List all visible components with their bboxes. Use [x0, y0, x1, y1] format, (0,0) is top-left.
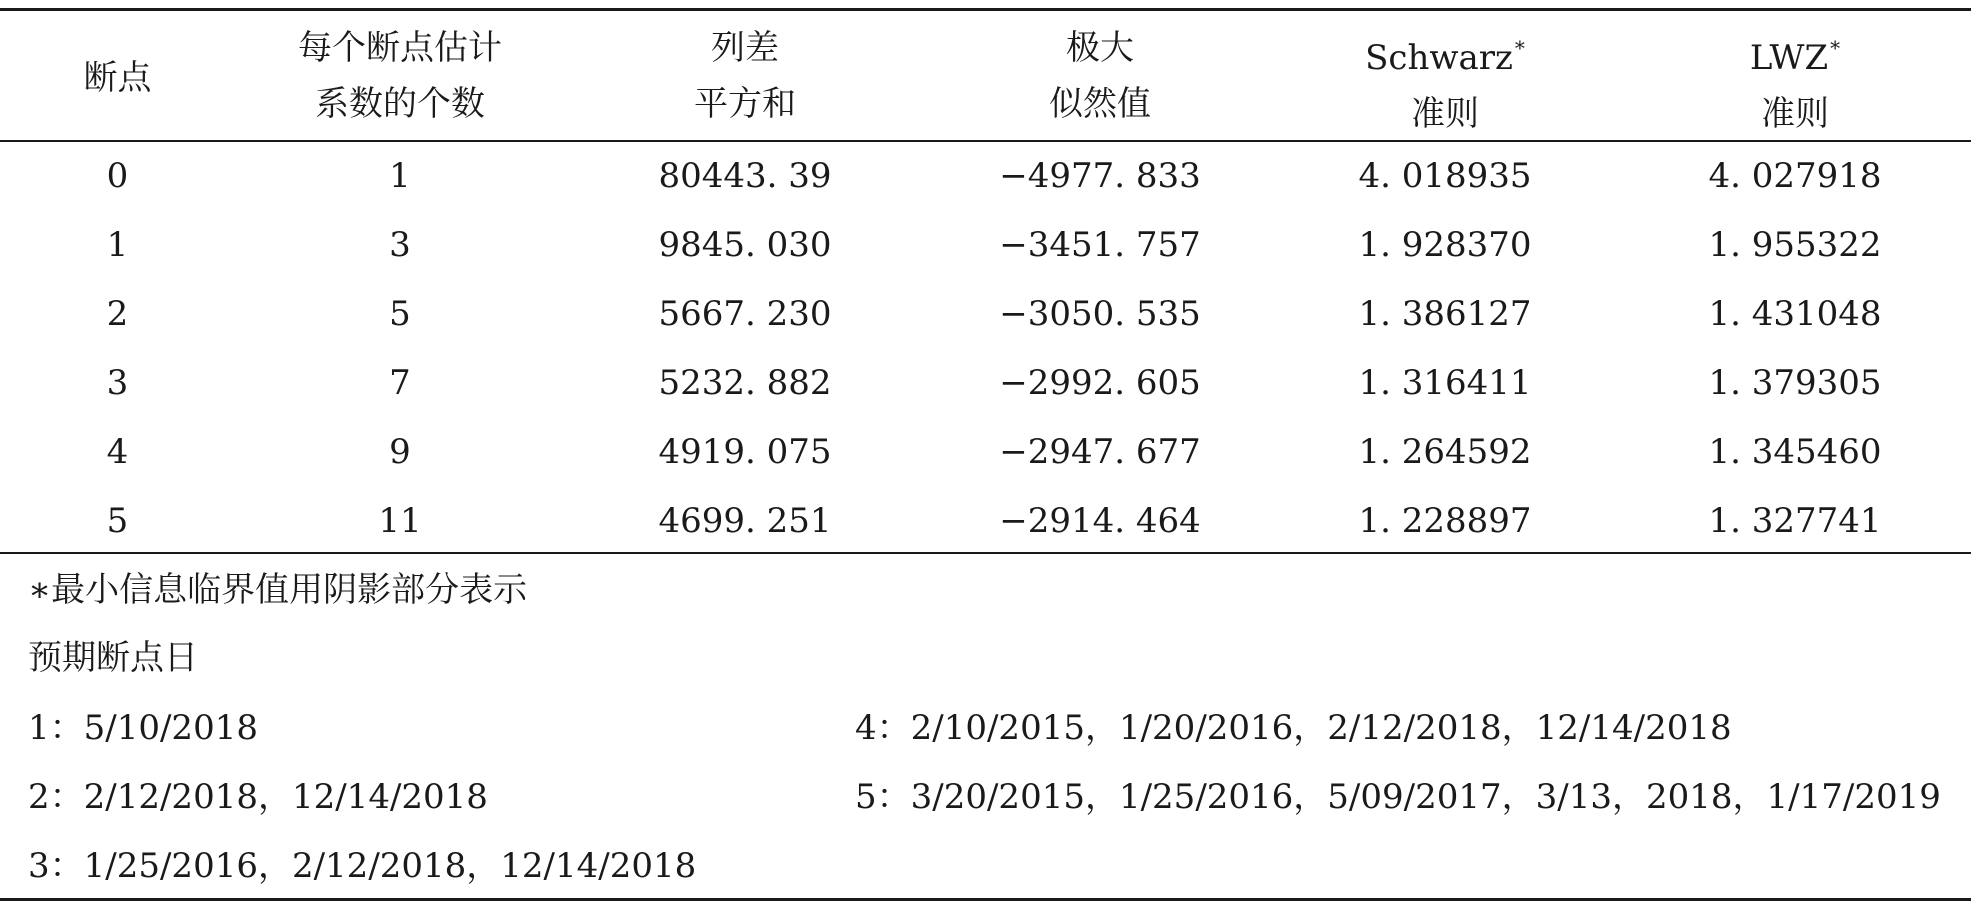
cell-breakpoint: 5: [106, 501, 129, 541]
header-breakpoint: 断点: [83, 58, 152, 98]
cell-schwarz: 1. 264592: [1358, 432, 1532, 472]
cell-breakpoint: 1: [106, 225, 129, 265]
cell-breakpoint: 0: [106, 156, 129, 196]
cell-log-likelihood: −2914. 464: [999, 501, 1201, 541]
footnote: ∗最小信息临界值用阴影部分表示: [28, 570, 528, 610]
table-top-rule: [0, 8, 1971, 11]
header-log-likelihood: 极大 似然值: [1049, 28, 1151, 124]
cell-log-likelihood: −3451. 757: [999, 225, 1201, 265]
cell-coef-count: 3: [389, 225, 411, 265]
cell-lwz: 1. 431048: [1708, 294, 1882, 334]
body-end-rule: [0, 552, 1971, 554]
cell-coef-count: 5: [389, 294, 411, 334]
table-bottom-rule: [0, 898, 1971, 901]
cell-log-likelihood: −2947. 677: [999, 432, 1201, 472]
breakpoint-dates-3: 3：1/25/2016，2/12/2018，12/14/2018: [28, 846, 697, 886]
cell-schwarz: 1. 928370: [1358, 225, 1532, 265]
cell-ssr: 9845. 030: [658, 225, 832, 265]
cell-ssr: 4919. 075: [658, 432, 832, 472]
cell-breakpoint: 3: [106, 363, 129, 403]
cell-schwarz: 4. 018935: [1358, 156, 1532, 196]
cell-lwz: 1. 327741: [1708, 501, 1882, 541]
header-lwz: LWZ * 准则: [1749, 36, 1841, 134]
cell-breakpoint: 2: [106, 294, 129, 334]
header-coef-count: 每个断点估计 系数的个数: [298, 28, 502, 124]
cell-coef-count: 11: [378, 501, 422, 541]
cell-lwz: 1. 345460: [1708, 432, 1882, 472]
cell-breakpoint: 4: [106, 432, 129, 472]
breakpoint-dates-2: 2：2/12/2018，12/14/2018: [28, 777, 488, 817]
breakpoint-dates-5: 5：3/20/2015，1/25/2016，5/09/2017，3/13，2018，1/17/2019: [855, 777, 1941, 817]
cell-ssr: 80443. 39: [658, 156, 832, 196]
cell-lwz: 1. 379305: [1708, 363, 1882, 403]
cell-ssr: 5232. 882: [658, 363, 832, 403]
cell-log-likelihood: −3050. 535: [999, 294, 1201, 334]
cell-log-likelihood: −4977. 833: [999, 156, 1201, 196]
header-schwarz: Schwarz * 准则: [1365, 36, 1525, 134]
breakpoint-dates-1: 1：5/10/2018: [28, 708, 258, 748]
cell-ssr: 5667. 230: [658, 294, 832, 334]
cell-schwarz: 1. 228897: [1358, 501, 1532, 541]
expected-breakpoints-title: 预期断点日: [28, 638, 198, 678]
cell-lwz: 4. 027918: [1708, 156, 1882, 196]
cell-coef-count: 7: [389, 363, 411, 403]
cell-coef-count: 9: [389, 432, 411, 472]
cell-log-likelihood: −2992. 605: [999, 363, 1201, 403]
cell-schwarz: 1. 386127: [1358, 294, 1532, 334]
header-ssr: 列差 平方和: [694, 28, 796, 124]
cell-ssr: 4699. 251: [658, 501, 832, 541]
cell-lwz: 1. 955322: [1708, 225, 1882, 265]
header-rule: [0, 140, 1971, 142]
breakpoint-dates-4: 4：2/10/2015，1/20/2016，2/12/2018，12/14/2018: [855, 708, 1732, 748]
cell-coef-count: 1: [389, 156, 411, 196]
cell-schwarz: 1. 316411: [1358, 363, 1532, 403]
